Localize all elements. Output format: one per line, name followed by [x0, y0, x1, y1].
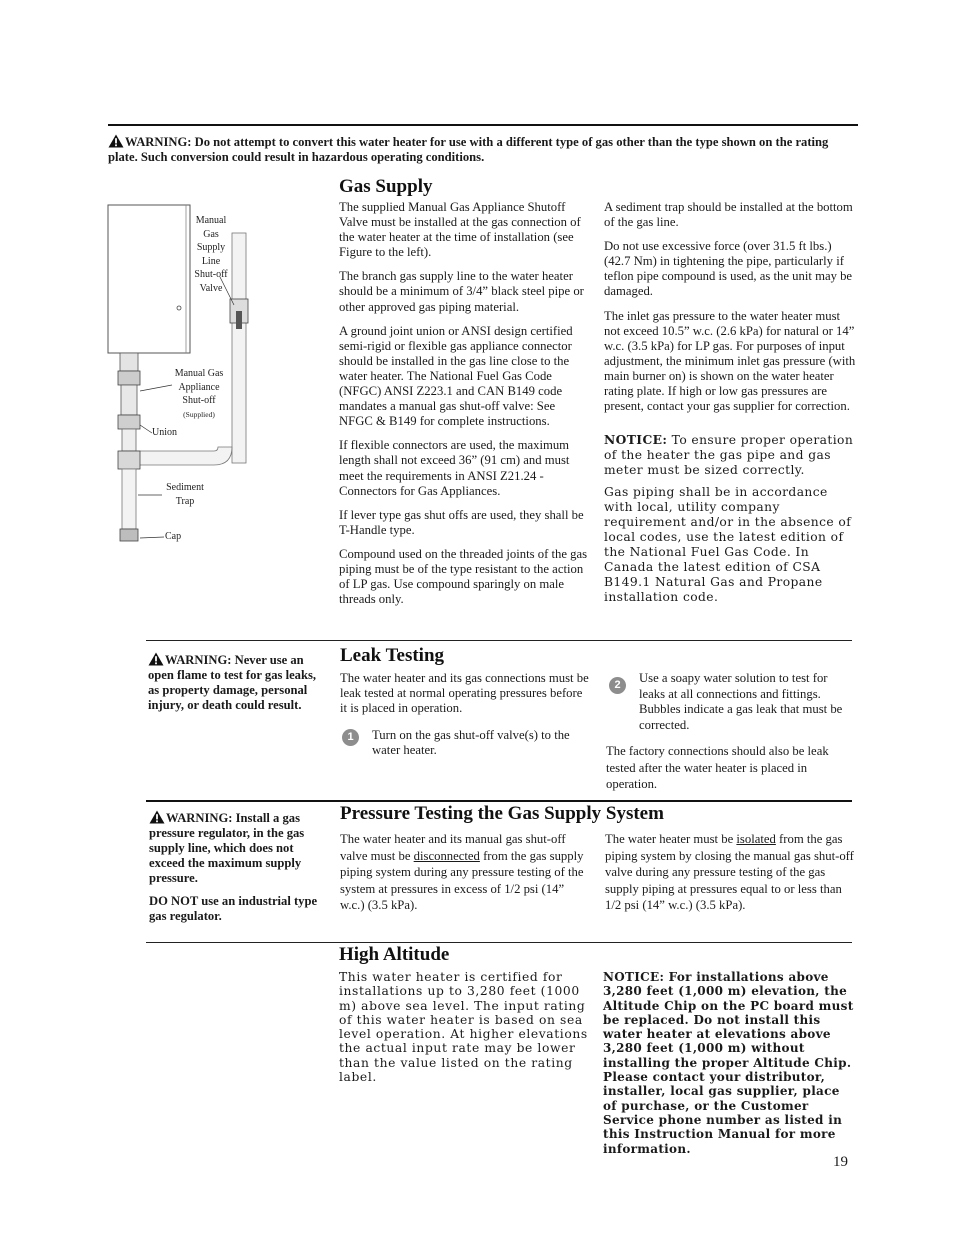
high-altitude-notice: NOTICE: For installations above 3,280 feet (1,000 m) elevation, the Altitude Chip on the PC board must be replaced. Do not install this water heater at elevations above 3,280 feet (1,000 m) without installing the proper Altitude Chip. Please contact your distributor, installer, local gas supplier, place of purchase, or the Customer Service phone number as listed in this Instruction Manual for more information. [603, 970, 854, 1156]
top-warning-text: Do not attempt to convert this water heater for use with a different type of gas other than the type shown on the rating plate. Such conversion could result in hazardous operating conditions. [108, 135, 829, 164]
section-divider [146, 640, 852, 641]
pressure-col2-text [605, 831, 855, 897]
warning-triangle-icon [148, 652, 164, 666]
leak-warning-label: WARNING: [165, 653, 232, 667]
high-altitude-col1 [339, 970, 589, 1090]
gas-code-text: Gas piping shall be in accordance with local, utility company requirement and/or in the absence of local codes, use the latest edition of the National Fuel Gas Code. In Canada the latest edition of CSA B149.1 Natural Gas and Propane installation code. [604, 484, 852, 605]
leak-testing-col1 [340, 671, 590, 758]
gas-supply-para: Do not use excessive force (over 31.5 ft lbs.) (42.7 Nm) in tightening the pipe, particularly if teflon pipe compound is used, as the unit may be damaged. [604, 239, 853, 299]
pressure-col2-text-last: 1/2 psi (14” w.c.) (3.5 kPa). [605, 898, 746, 912]
pressure-testing-col1 [340, 831, 588, 923]
gas-supply-col1 [339, 200, 589, 616]
top-divider [108, 124, 858, 126]
gas-supply-para: If lever type gas shut offs are used, they shall be T-Handle type. [339, 507, 584, 537]
gas-supply-para: A ground joint union or ANSI design certified semi-rigid or flexible gas appliance connector should be installed in the gas line close to the water heater. The National Fuel Gas Code (NFGC) ANSI Z223.1 and CAN B149 code mandates a manual gas shut-off valve: See NFGC & B149 for complete instructions. [339, 323, 573, 429]
leak-step-2 [609, 671, 856, 733]
label-cap: Cap [165, 531, 182, 542]
text-span: The water heater must be [605, 832, 737, 846]
label-line: Shut-off [182, 395, 216, 406]
high-altitude-heading: High Altitude [339, 944, 450, 965]
label-line: Manual Gas [174, 368, 224, 379]
pressure-warning-para [149, 810, 321, 886]
step-number-badge: 2 [609, 677, 626, 694]
leak-step-1-text: Turn on the gas shut-off valve(s) to the water heater. [372, 728, 570, 758]
pressure-col1-text [340, 831, 588, 914]
leak-warning-text: Never use an open flame to test for gas leaks, as property damage, personal injury, or death could result. [148, 653, 317, 712]
section-divider [146, 942, 852, 943]
label-line: Trap [175, 495, 195, 507]
leak-step-2-text: Use a soapy water solution to test for leaks at all connections and fittings. Bubbles indicate a gas leak that must be corrected. [639, 671, 843, 732]
gas-supply-para: If flexible connectors are used, the maximum length shall not exceed 36” (91 cm) and must meet the requirements in ANSI Z21.24 - Connectors for Gas Appliances. [339, 438, 570, 498]
high-altitude-text: This water heater is certified for installations up to 3,280 feet (1000 m) above sea level. The input rating of this water heater is based on sea level operation. At higher elevations the actual input rate may be lower than the value listed on the rating label. [339, 970, 588, 1085]
top-warning-label: WARNING: [125, 135, 192, 149]
underlined-text: disconnected [413, 848, 480, 863]
page-number: 19 [833, 1154, 848, 1170]
pressure-warning-text2: DO NOT use an industrial type gas regulator. [149, 894, 318, 923]
label-line: Gas [203, 228, 219, 240]
leak-warning-para [148, 652, 323, 713]
label-line: Line [201, 255, 221, 267]
underlined-text: isolated [736, 832, 776, 846]
text-span: from the gas piping system by closing the manual gas shut-off valve during any pressure testing of the gas supply piping at pressures equal to or less than [605, 832, 854, 896]
leak-step-1 [342, 728, 590, 758]
gas-supply-para: The inlet gas pressure to the water heater must not exceed 10.5” w.c. (2.6 kPa) for natural or 14” w.c. (3.5 kPa) for LP gas. For purposes of input adjustment, the minimum inlet gas pressure (with main burner on) is shown on the water heater rating plate. If high or low gas pressures are present, contact your gas supplier for correction. [604, 308, 856, 414]
gas-supply-col2 [604, 200, 856, 611]
label-line: (Supplied) [183, 409, 215, 419]
label-line: Valve [199, 282, 223, 294]
text-span: from the gas supply piping system during any pressure testing of the system at pressures in excess of 1/2 psi (14” w.c.) (3.5 kPa). [340, 848, 584, 912]
label-line: Manual [195, 215, 227, 226]
top-warning [108, 134, 856, 165]
leak-testing-heading: Leak Testing [340, 645, 445, 666]
notice-label: NOTICE: [604, 432, 668, 448]
pressure-warning [149, 810, 321, 932]
leak-testing-col2 [606, 671, 856, 802]
gas-supply-heading: Gas Supply [339, 176, 433, 197]
pressure-testing-col2 [605, 831, 855, 923]
pressure-warning-text: Install a gas pressure regulator, in the gas supply line, which does not exceed the maximum supply pressure. [149, 811, 305, 885]
warning-triangle-icon [108, 134, 124, 148]
leak-intro: The water heater and its gas connections must be leak tested at normal operating pressures before it is placed in operation. [340, 671, 589, 716]
pressure-testing-heading: Pressure Testing the Gas Supply System [340, 803, 664, 824]
gas-supply-para: The supplied Manual Gas Appliance Shutoff Valve must be installed at the gas connection of the water heater at the time of installation (see Figure to the left). [339, 200, 581, 260]
gas-supply-para: Compound used on the threaded joints of the gas piping must be of the type resistant to the action of LP gas. Use compound sparingly on male threads only. [339, 546, 588, 607]
warning-triangle-icon [149, 810, 165, 824]
gas-supply-para: The branch gas supply line to the water heater should be a minimum of 3/4” black steel pipe or other approved gas piping material. [339, 269, 584, 314]
step-number-badge: 1 [342, 729, 359, 746]
gas-supply-notice [604, 432, 856, 478]
notice-text: To ensure proper operation of the heater the gas pipe and gas meter must be sized correctly. [604, 433, 854, 478]
label-line: Appliance [178, 381, 220, 393]
pressure-warning-label: WARNING: [166, 811, 233, 825]
label-line: Sediment [166, 482, 204, 493]
leak-warning [148, 652, 323, 721]
label-line: Shut-off [194, 269, 228, 280]
gas-supply-para: A sediment trap should be installed at the bottom of the gas line. [604, 200, 853, 230]
label-union: Union [152, 427, 177, 438]
label-appliance-valve [164, 367, 234, 421]
label-line: Supply [196, 242, 226, 253]
text-span: The water heater and its manual gas shut-off valve must be [340, 832, 566, 863]
leak-factory-text: The factory connections should also be leak tested after the water heater is placed in operation. [606, 744, 829, 792]
label-sediment-trap [160, 481, 210, 508]
section-divider [146, 800, 852, 802]
label-supply-valve [186, 214, 236, 295]
